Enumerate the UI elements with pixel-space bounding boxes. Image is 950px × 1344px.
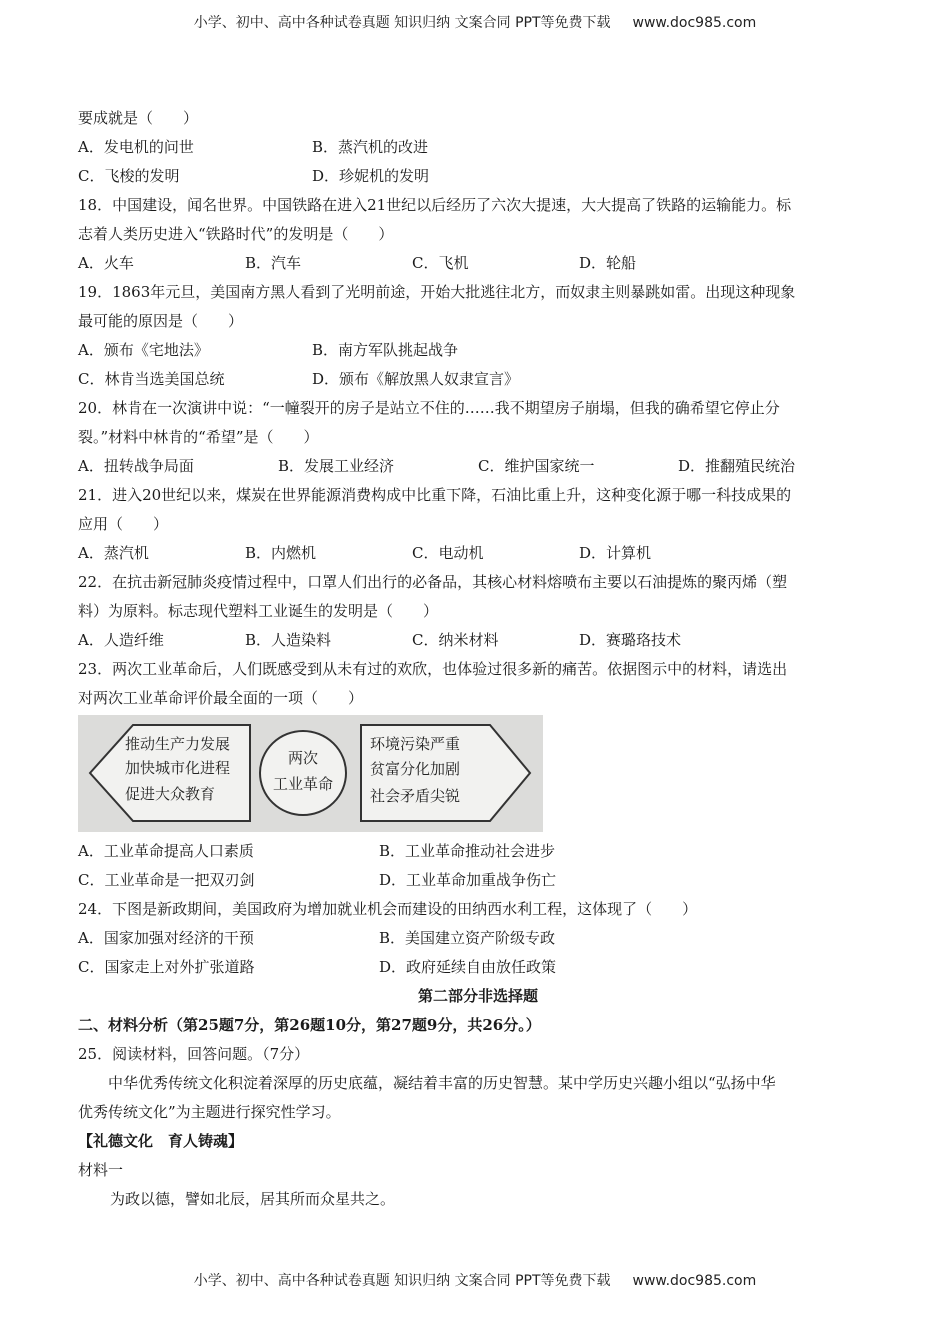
- option: C．国家走上对外扩张道路: [78, 958, 255, 976]
- option: C．飞梭的发明: [78, 167, 180, 185]
- option: A．火车: [78, 254, 134, 272]
- option: D．推翻殖民统治: [678, 457, 796, 475]
- material-label: 材料一: [78, 1161, 124, 1179]
- q25-paragraph-line2: 优秀传统文化”为主题进行探究性学习。: [78, 1103, 341, 1121]
- figure-right-line1: 环境污染严重: [370, 735, 461, 753]
- option: B．汽车: [245, 254, 302, 272]
- q22-stem-line1: 22．在抗击新冠肺炎疫情过程中，口罩人们出行的必备品，其核心材料熔喷布主要以石油提炼的聚丙烯（塑: [78, 573, 788, 591]
- q25-paragraph-line1: 中华优秀传统文化积淀着深厚的历史底蕴，凝结着丰富的历史智慧。某中学历史兴趣小组以“弘扬中华: [108, 1074, 776, 1092]
- part2-title: 第二部分非选择题: [417, 987, 538, 1005]
- q19-stem-line1: 19．1863年元旦，美国南方黑人看到了光明前途，开始大批逃往北方，而奴隶主则暴跳如雷。出现这种现象: [78, 283, 796, 301]
- q19-options-row1: [78, 336, 878, 365]
- q20-stem-line2: 裂。”材料中林肯的“希望”是（ ）: [78, 428, 319, 446]
- center-ellipse: [260, 731, 346, 815]
- material-quote: 为政以德，譬如北辰，居其所而众星共之。: [110, 1190, 396, 1208]
- footer-text: 小学、初中、高中各种试卷真题 知识归纳 文案合同 PPT等免费下载: [193, 1273, 611, 1289]
- option: A．扭转战争局面: [78, 457, 194, 475]
- page-header: [0, 12, 950, 32]
- q23-stem-line2: 对两次工业革命评价最全面的一项（ ）: [78, 689, 364, 707]
- q17-options-row2: [78, 162, 878, 191]
- q22-options: [78, 626, 878, 655]
- option: B．工业革命推动社会进步: [379, 842, 556, 860]
- option: B．发展工业经济: [278, 457, 395, 475]
- q22-stem-line2: 料）为原料。标志现代塑料工业诞生的发明是（ ）: [78, 602, 439, 620]
- option: B．内燃机: [245, 544, 317, 562]
- option: A．发电机的问世: [78, 138, 194, 156]
- option: D．颁布《解放黑人奴隶宣言》: [312, 370, 520, 388]
- q24-options-row2: [78, 953, 878, 982]
- option: A．颁布《宅地法》: [78, 341, 209, 359]
- figure-left-line1: 推动生产力发展: [125, 735, 231, 753]
- option: D．轮船: [579, 254, 637, 272]
- option: C．工业革命是一把双刃剑: [78, 871, 255, 889]
- q18-options: [78, 249, 878, 278]
- q20-stem-line1: 20．林肯在一次演讲中说：“一幢裂开的房子是站立不住的……我不期望房子崩塌，但我的确希望它停止分: [78, 399, 780, 417]
- page-content: [78, 104, 878, 1214]
- option: A．国家加强对经济的干预: [78, 929, 254, 947]
- q17-options-row1: [78, 133, 878, 162]
- option: B．南方军队挑起战争: [312, 341, 459, 359]
- option: A．蒸汽机: [78, 544, 149, 562]
- figure-right-line3: 社会矛盾尖锐: [370, 787, 461, 805]
- q23-stem-line1: 23．两次工业革命后，人们既感受到从未有过的欢欣，也体验过很多新的痛苦。依据图示中的材料，请选出: [78, 660, 788, 678]
- q21-options: [78, 539, 878, 568]
- q17-tail: 要成就是（ ）: [78, 109, 199, 127]
- q19-options-row2: [78, 365, 878, 394]
- figure-right-line2: 贫富分化加剧: [370, 760, 461, 778]
- q20-options: [78, 452, 878, 481]
- option: A．人造纤维: [78, 631, 164, 649]
- option: C．纳米材料: [412, 631, 499, 649]
- q18-stem-line1: 18．中国建设，闻名世界。中国铁路在进入21世纪以后经历了六次大提速，大大提高了铁路的运输能力。标: [78, 196, 792, 214]
- q21-stem-line1: 21．进入20世纪以来，煤炭在世界能源消费构成中比重下降，石油比重上升，这种变化源于哪一科技成果的: [78, 486, 792, 504]
- option: D．计算机: [579, 544, 652, 562]
- option: C．林肯当选美国总统: [78, 370, 225, 388]
- option: C．飞机: [412, 254, 469, 272]
- figure-center-line2: 工业革命: [272, 775, 334, 793]
- q24-stem-line1: 24．下图是新政期间，美国政府为增加就业机会而建设的田纳西水利工程，这体现了（ ）: [78, 900, 698, 918]
- q21-stem-line2: 应用（ ）: [78, 515, 169, 533]
- q25-subheading: 【礼德文化 育人铸魂】: [78, 1132, 244, 1150]
- option: B．人造染料: [245, 631, 332, 649]
- q23-options-row1: [78, 837, 878, 866]
- page-footer: [0, 1270, 950, 1290]
- option: D．赛璐珞技术: [579, 631, 682, 649]
- figure-center-line1: 两次: [287, 749, 319, 767]
- footer-site[interactable]: www.doc985.com: [632, 1273, 757, 1289]
- option: B．蒸汽机的改进: [312, 138, 429, 156]
- q24-options-row1: [78, 924, 878, 953]
- option: D．珍妮机的发明: [312, 167, 430, 185]
- option: D．政府延续自由放任政策: [379, 958, 557, 976]
- header-site[interactable]: www.doc985.com: [632, 15, 757, 31]
- option: C．电动机: [412, 544, 484, 562]
- q18-stem-line2: 志着人类历史进入“铁路时代”的发明是（ ）: [78, 225, 394, 243]
- option: A．工业革命提高人口素质: [78, 842, 254, 860]
- section-heading: 二、材料分析（第25题7分，第26题10分，第27题9分，共26分。）: [78, 1016, 541, 1034]
- figure-left-line3: 促进大众教育: [125, 785, 216, 803]
- figure-left-line2: 加快城市化进程: [125, 759, 231, 777]
- option: C．维护国家统一: [478, 457, 595, 475]
- option: D．工业革命加重战争伤亡: [379, 871, 557, 889]
- option: B．美国建立资产阶级专政: [379, 929, 556, 947]
- q19-stem-line2: 最可能的原因是（ ）: [78, 312, 244, 330]
- header-text: 小学、初中、高中各种试卷真题 知识归纳 文案合同 PPT等免费下载: [193, 15, 611, 31]
- industrial-revolution-figure: [78, 715, 543, 832]
- q25-stem: 25．阅读材料，回答问题。（7分）: [78, 1045, 310, 1063]
- q23-options-row2: [78, 866, 878, 895]
